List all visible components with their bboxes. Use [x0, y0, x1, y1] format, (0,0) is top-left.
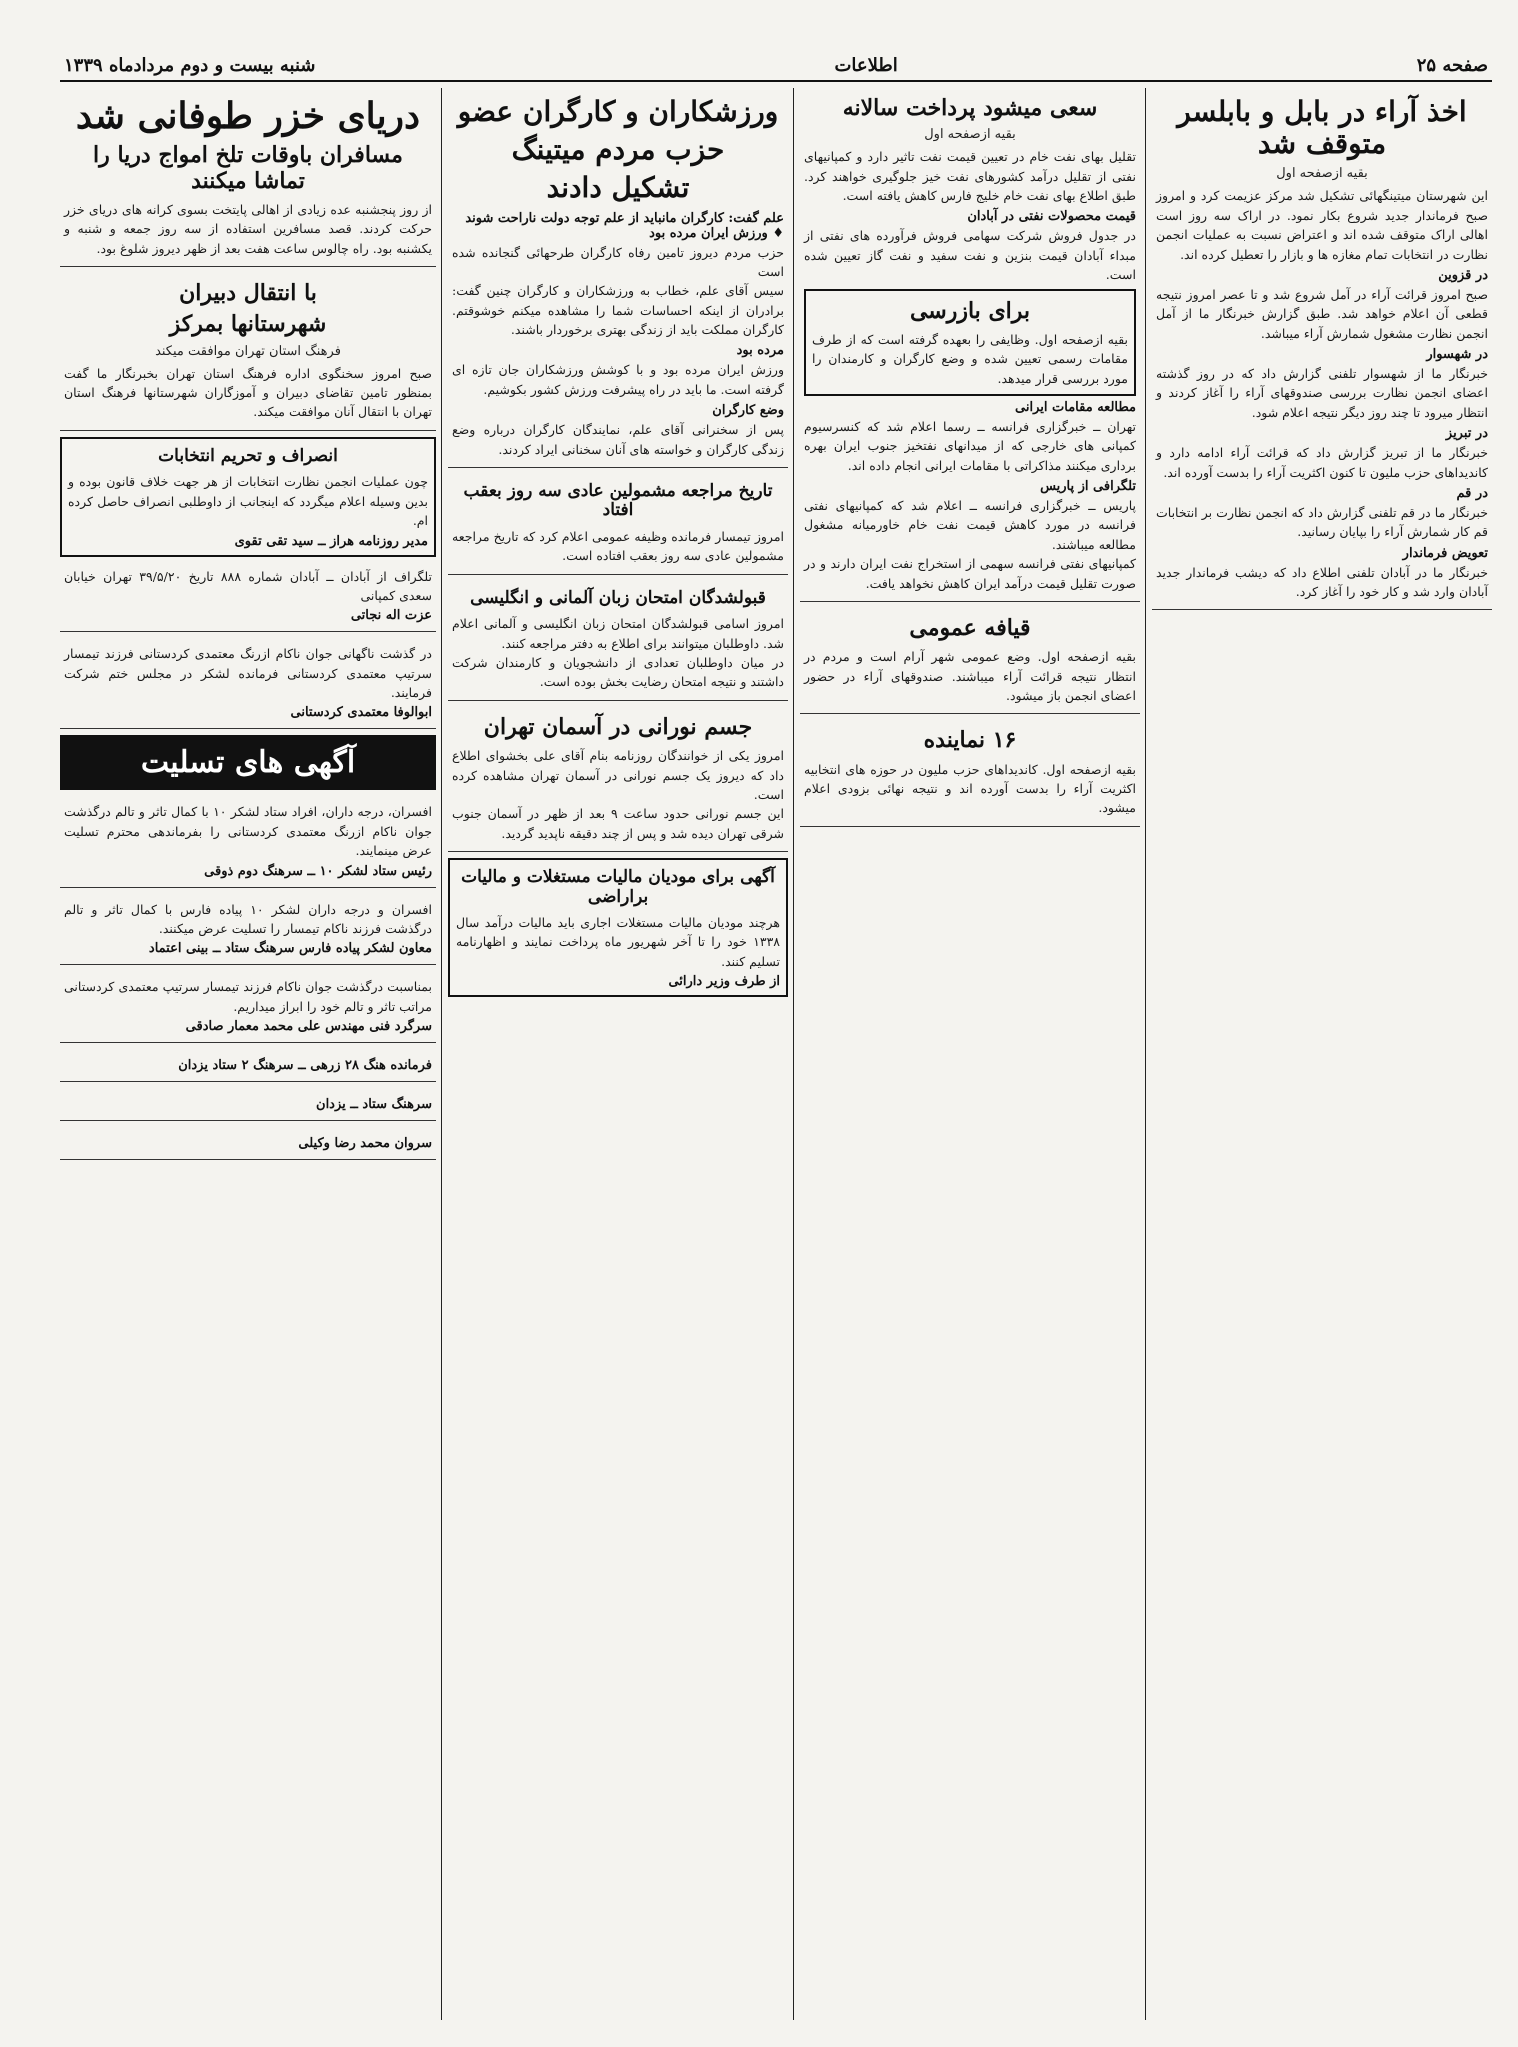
condolence-5 — [60, 1088, 436, 1121]
issue-date: شنبه بیست و دوم مردادماه ۱۳۳۹ — [64, 54, 316, 76]
article-teacher-transfer — [60, 273, 436, 431]
article-body: این شهرستان میتینگهائی تشکیل شد مرکز عزیمت کرد و امروز صبح فرماندار جدید شروع بکار نمود. در اراک سه روز است اهالی اراک متوقف شده اند و اعتراض نسبت به عملیات انجمن نظارت در انتخابات تمام مغازه ها و بازار را تعطیل کرده اند. — [1156, 188, 1488, 262]
subheadline-teachers: فرهنگ استان تهران موافقت میکند — [155, 343, 341, 359]
article-body: از روز پنجشنبه عده زیادی از اهالی پایتخت بسوی کرانه های دریای خزر حرکت کردند. قصد مسافرین استفاده از سه روز جمعه و شنبه و یکشنبه بود. راه چالوس ساعت هفت بعد از ظهر دیروز شلوغ بود. — [64, 201, 432, 256]
section-heading: قیمت محصولات نفتی در آبادان — [967, 209, 1136, 225]
section-heading: در تبریز — [1445, 426, 1488, 442]
withdrawal-notice — [60, 437, 436, 557]
section-heading: در شهسوار — [1426, 347, 1488, 362]
condolence-1 — [60, 796, 436, 887]
article-body: بقیه ازصفحه اول. کاندیداهای حزب ملیون در حوزه های انتخابیه اکثریت آراء را بدست آورده اند و نتیجه نهائی بزودی اعلام میشود. — [804, 761, 1136, 816]
signature: رئیس ستاد لشکر ۱۰ ــ سرهنگ دوم ذوقی — [204, 863, 432, 879]
paper-name: اطلاعات — [834, 54, 898, 76]
article-body: پس از سخنرانی آقای علم، نمایندگان کارگران درباره وضع زندگی کارگران و خواسته های آنان سخنانی ایراد کردند. — [452, 422, 784, 457]
section-heading: وضع کارگران — [712, 403, 784, 419]
column-1 — [1152, 88, 1492, 2020]
subheadline-caspian: مسافران باوقات تلخ امواج دریا را تماشا میکنند — [93, 142, 403, 194]
condolence-4 — [60, 1049, 436, 1082]
headline-babol: اخذ آراء در بابل و بابلسر متوقف شد — [1177, 95, 1467, 161]
article-conscription — [448, 474, 788, 575]
condolence-banner: آگهی های تسلیت — [60, 735, 436, 790]
article-sky-object — [448, 707, 788, 852]
subheadline: علم گفت: کارگران مانباید از علم توجه دولت ناراحت شوند ♦ ورزش ایران مرده بود — [465, 210, 784, 241]
column-2 — [800, 88, 1140, 2020]
condolence-2 — [60, 894, 436, 966]
page-number: صفحه ۲۵ — [1416, 54, 1488, 76]
headline-inspection: برای بازرسی — [909, 297, 1031, 324]
columns — [60, 88, 1492, 2020]
article-body: بقیه ازصفحه اول. وضع عمومی شهر آرام است و مردم در انتظار نتیجه قرائت آراء میباشند. صندوقهای آراء در حضور اعضای انجمن باز میشود. — [804, 649, 1136, 704]
condolence-text: افسران، درجه داران، افراد ستاد لشکر ۱۰ با کمال تاثر و تالم درگذشت جوان ناکام ازرنگ معتمدی کردستانی را بفرماندهی محترم تسلیت عرض مینمایند. — [64, 804, 432, 859]
headline-sky: جسم نورانی در آسمان تهران — [483, 713, 753, 740]
headline-teachers-1: با انتقال دبیران — [179, 280, 317, 307]
article-body: امروز اسامی قبولشدگان امتحان زبان انگلیسی و آلمانی اعلام شد. داوطلبان میتوانند برای اطلاع به دفتر مراجعه کنند. — [452, 616, 784, 651]
article-body: خبرنگار ما از شهسوار تلفنی گزارش داد که در روز گذشته اعضای انجمن نظارت بررسی صندوقهای آراء را آغاز کردند و انتظار میرود تا چند روز دیگر نتیجه اعلام شود. — [1156, 366, 1488, 420]
headline-exam: قبولشدگان امتحان زبان آلمانی و انگلیسی — [470, 587, 766, 608]
section-heading: مطالعه مقامات ایرانی — [1015, 399, 1136, 415]
signature: ابوالوفا معتمدی کردستانی — [290, 705, 432, 721]
article-body: امروز تیمسار فرمانده وظیفه عمومی اعلام کرد که تاریخ مراجعه مشمولین عادی سه روز بعقب افتاده است. — [452, 529, 784, 564]
condolence-text: بمناسبت درگذشت جوان ناکام فرزند تیمسار سرتیپ معتمدی کردستانی مراتب تاثر و تالم خود را ابراز میداریم. — [64, 979, 432, 1014]
article-body: این جسم نورانی حدود ساعت ۹ بعد از ظهر در آسمان جنوب شرقی تهران دیده شد و پس از چند دقیقه ناپدید گردید. — [452, 806, 784, 841]
article-elections-babol — [1152, 88, 1492, 610]
condolence-text: افسران و درجه داران لشکر ۱۰ پیاده فارس با کمال تاثر و تالم درگذشت فرزند ناکام تیمسار را تسلیت عرض میکنند. — [64, 901, 432, 936]
article-oil-payment — [800, 88, 1140, 602]
signature: سروان محمد رضا وکیلی — [298, 1136, 432, 1151]
continued-note: بقیه ازصفحه اول — [1276, 166, 1368, 182]
article-body: خبرنگار ما در قم تلفنی گزارش داد که انجمن نظارت بر انتخابات قم کار شمارش آراء را بپایان رسانید. — [1156, 504, 1488, 540]
telegram-text: تلگراف از آبادان ــ آبادان شماره ۸۸۸ تاریخ ۳۹/۵/۲۰ تهران خیابان سعدی کمپانی — [64, 568, 432, 603]
signature: عزت اله نجاتی — [350, 608, 432, 624]
headline-rally-1: ورزشکاران و کارگران عضو — [457, 95, 779, 128]
article-party-rally — [448, 88, 788, 468]
signature: فرمانده هنگ ۲۸ زرهی ــ سرهنگ ۲ ستاد یزدان — [178, 1058, 432, 1073]
article-body: تقلیل بهای نفت خام در تعیین قیمت نفت تاثیر دارد و کمپانیهای نفتی از تقلیل درآمد کشورهای نفت خیز جلوگیری خواهند کرد. طبق اطلاع بهای نفت خام خلیج فارس کاهش یافته است. — [804, 149, 1136, 204]
section-heading: تلگرافی از پاریس — [1040, 479, 1136, 495]
article-body: صبح امروز سخنگوی اداره فرهنگ استان تهران بخبرنگار ما گفت بمنظور تامین تقاضای دبیران و آموزگاران شهرستانها فرهنگ استان تهران با انتقال آنان موافقت میکند. — [64, 365, 432, 420]
signature: معاون لشکر پیاده فارس سرهنگ ستاد ــ بینی اعتماد — [148, 941, 432, 957]
article-body: سیس آقای علم، خطاب به ورزشکاران و کارگران چنین گفت: برادران از اینکه احساسات شما را مشاهده میکنم خوشوقتم. کارگران مملکت باید از زندگی بهتری برخوردار باشند. — [452, 283, 784, 338]
article-general-view — [800, 608, 1140, 714]
article-body: ورزش ایران مرده بود و با کوشش ورزشکاران جان تازه ای گرفته است. ما باید در راه پیشرفت ورزش کشور بکوشیم. — [452, 362, 784, 397]
article-body: در جدول فروش شرکت سهامی فروش فرآورده های نفتی از مبداء آبادان قیمت بنزین و نفت سفید و نفت گاز تعیین شده است. — [804, 228, 1136, 283]
condolence-6 — [60, 1127, 436, 1160]
column-3 — [448, 88, 788, 2020]
article-language-exam — [448, 581, 788, 701]
headline-caspian: دریای خزر طوفانی شد — [75, 95, 421, 137]
masthead — [60, 50, 1492, 82]
article-body: خبرنگار ما از تبریز گزارش داد که قرائت آراء ادامه دارد و کاندیداهای حزب ملیون تا کنون اکثریت آراء را بدست آورده اند. — [1156, 445, 1488, 480]
column-4 — [60, 88, 436, 2020]
newspaper-page — [60, 50, 1492, 2020]
article-body: در میان داوطلبان تعدادی از دانشجویان و کارمندان شرکت داشتند و نتیجه امتحان رضایت بخش بوده است. — [452, 655, 784, 690]
headline-teachers-2: شهرستانها بمرکز — [169, 311, 327, 338]
headline-oil: سعی میشود پرداخت سالانه — [842, 95, 1098, 121]
article-body: خبرنگار ما در آبادان تلفنی اطلاع داد که دیشب فرماندار جدید آبادان وارد شد و کار خود را آغاز کرد. — [1156, 564, 1488, 599]
article-body: هرچند مودیان مالیات مستغلات اجاری باید مالیات درآمد سال ۱۳۳۸ خود را تا آخر شهریور ماه پرداخت نمایند و اظهارنامه تسلیم کنند. — [456, 915, 780, 969]
tax-notice — [448, 858, 788, 997]
headline-tax: آگهی برای مودیان مالیات مستغلات و مالیات براراضی — [461, 867, 775, 907]
article-body: کمپانیهای نفتی فرانسه سهمی از استخراج نفت ایران دارند و در صورت تقلیل قیمت درآمد ایران کاهش نخواهد یافت. — [804, 556, 1136, 591]
telegram-notice — [60, 561, 436, 633]
signature: سرهنگ ستاد ــ یزدان — [316, 1097, 432, 1112]
signature: سرگرد فنی مهندس علی محمد معمار صادقی — [185, 1019, 432, 1034]
headline-general-view: قیافه عمومی — [909, 614, 1031, 641]
column-rule — [1145, 88, 1146, 2020]
article-body: چون عملیات انجمن نظارت انتخابات از هر جهت خلاف قانون بوده و بدین وسیله اعلام میگردد که اینجانب از داوطلبی انصراف حاصل کرده ام. — [68, 474, 428, 529]
continued-note: بقیه ازصفحه اول — [924, 127, 1016, 143]
headline-withdrawal: انصراف و تحریم انتخابات — [158, 445, 338, 466]
section-heading: در قزوین — [1438, 267, 1488, 283]
section-heading: تعویض فرماندار — [1402, 545, 1488, 561]
headline-rally-2: حزب مردم میتینگ — [511, 133, 725, 167]
condolence-3 — [60, 971, 436, 1043]
section-heading: در قم — [1456, 485, 1488, 501]
article-16-reps — [800, 720, 1140, 826]
headline-16-reps: ۱۶ نماینده — [923, 727, 1017, 754]
signature: از طرف وزیر دارائی — [668, 974, 780, 990]
column-rule — [441, 88, 442, 2020]
column-rule — [793, 88, 794, 2020]
boxed-article-inspection — [804, 289, 1136, 396]
article-body: پاریس ــ خبرگزاری فرانسه ــ اعلام شد که کمپانیهای نفتی فرانسه در مورد کاهش قیمت نفت خام خاورمیانه مشغول مطالعه میباشند. — [804, 498, 1136, 552]
article-body: حزب مردم دیروز تامین رفاه کارگران طرحهائی گنجانده شده است — [452, 244, 784, 279]
article-body: تهران ــ خبرگزاری فرانسه ــ رسما اعلام شد که کنسرسیوم کمپانی های خارجی که از میدانهای نفتخیز جنوب ایران بهره برداری میکنند مذاکراتی با مقامات ایرانی انجام داده اند. — [804, 418, 1136, 473]
signature: مدیر روزنامه هراز ــ سید تقی تقوی — [234, 533, 428, 549]
headline-rally-3: تشکیل دادند — [546, 171, 690, 205]
article-caspian-storm — [60, 88, 436, 267]
article-body: امروز یکی از خوانندگان روزنامه بنام آقای علی بخشوای اطلاع داد که دیروز یک جسم نورانی در آسمان تهران مشاهده کرده است. — [452, 748, 784, 802]
article-body: صبح امروز قرائت آراء در آمل شروع شد و تا عصر امروز نتیجه قطعی آن اعلام خواهد شد. طبق گزارش خبرنگار ما از آمل انجمن نظارت مشغول شمارش آراء میباشد. — [1156, 286, 1488, 341]
article-body: بقیه ازصفحه اول. وظایفی را بعهده گرفته است که از طرف مقامات رسمی تعیین شده و وضع کارگران و کارمندان را مورد بررسی قرار میدهد. — [812, 331, 1128, 386]
obituary-notice — [60, 638, 436, 729]
headline-conscription: تاریخ مراجعه مشمولین عادی سه روز بعقب افتاد — [463, 480, 773, 521]
section-heading: مرده بود — [736, 343, 784, 359]
obituary-text: در گذشت ناگهانی جوان ناکام ازرنگ معتمدی کردستانی فرزند تیمسار سرتیپ معتمدی کردستانی فرمانده لشکر در مجلس ختم شرکت فرمایند. — [64, 646, 432, 700]
